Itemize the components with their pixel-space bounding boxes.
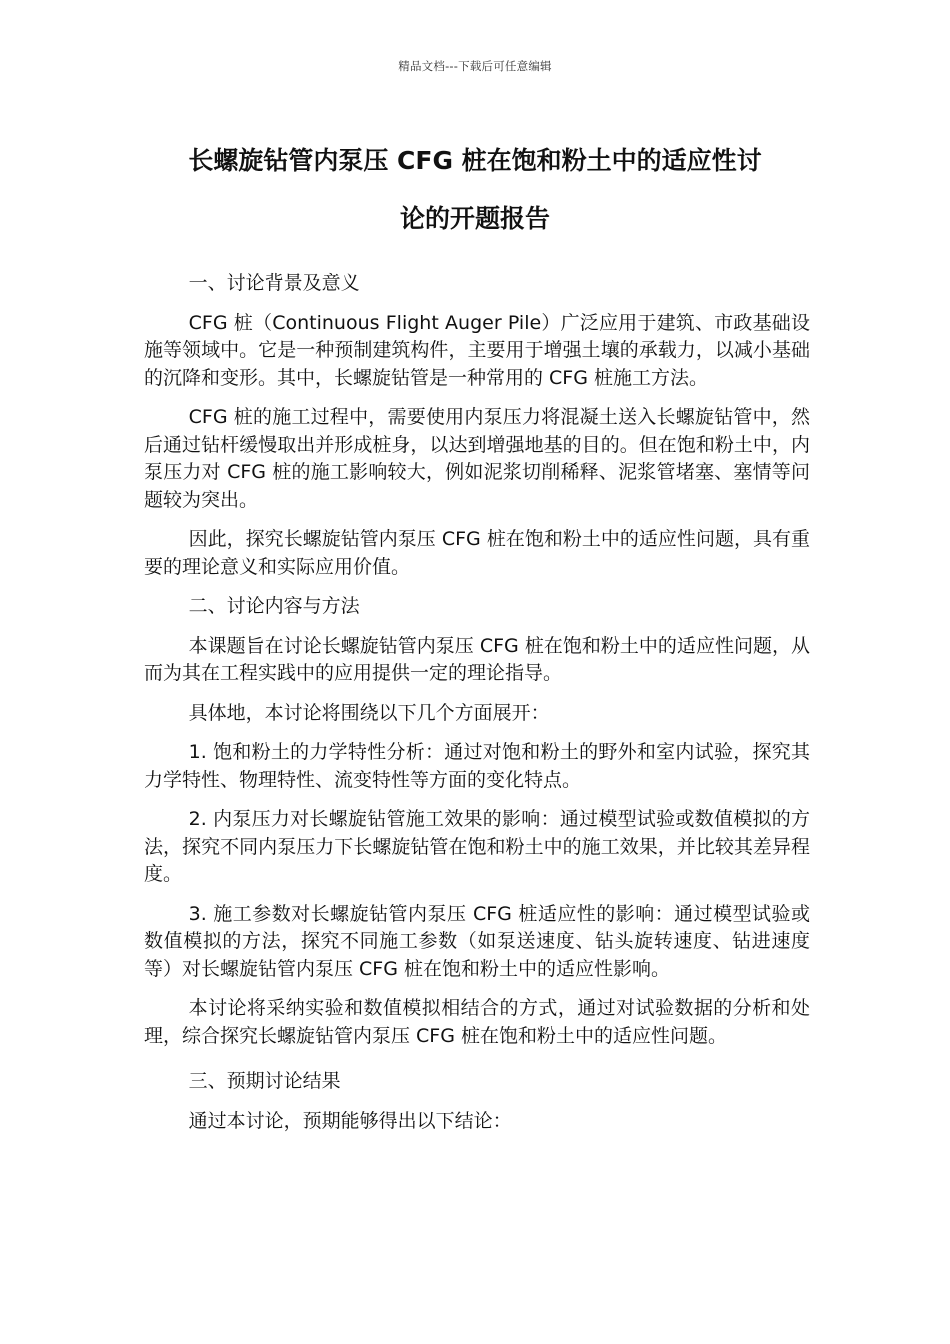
- section-heading-expected-results: 三、预期讨论结果: [188, 1070, 341, 1092]
- list-item-soil-properties: 1. 饱和粉土的力学特性分析：通过对饱和粉土的野外和室内试验，探究其力学特性、物理特性、流变特性等方面的变化特点。: [144, 741, 810, 791]
- document-title-line-1: 长螺旋钻管内泵压 CFG 桩在饱和粉土中的适应性讨: [188, 146, 762, 175]
- paragraph-significance: 因此，探究长螺旋钻管内泵压 CFG 桩在饱和粉土中的适应性问题，具有重要的理论意义和实际应用价值。: [144, 528, 810, 578]
- document-title-line-2: 论的开题报告: [399, 204, 550, 233]
- document-title: [140, 132, 810, 248]
- paragraph-aspects-intro: 具体地，本讨论将围绕以下几个方面展开：: [188, 701, 550, 724]
- paragraph-method-summary: 本讨论将采纳实验和数值模拟相结合的方式，通过对试验数据的分析和处理，综合探究长螺旋钻管内泵压 CFG 桩在饱和粉土中的适应性问题。: [144, 997, 810, 1047]
- header-note: 精品文档---下载后可任意编辑: [398, 59, 552, 73]
- list-item-construction-parameters: 3. 施工参数对长螺旋钻管内泵压 CFG 桩适应性的影响：通过模型试验或数值模拟的方法，探究不同施工参数（如泵送速度、钻头旋转速度、钻进速度等）对长螺旋钻管内泵压 CFG 桩在饱和粉土中的适应性影响。: [144, 902, 810, 980]
- paragraph-cfg-intro: CFG 桩（Continuous Flight Auger Pile）广泛应用于建筑、市政基础设施等领域中。它是一种预制建筑构件，主要用于增强土壤的承载力，以减小基础的沉降和变形。其中，长螺旋钻管是一种常用的 CFG 桩施工方法。: [144, 311, 810, 389]
- section-heading-background: 一、讨论背景及意义: [188, 272, 360, 294]
- paragraph-construction-process: CFG 桩的施工过程中，需要使用内泵压力将混凝土送入长螺旋钻管中，然后通过钻杆缓慢取出并形成桩身，以达到增强地基的目的。但在饱和粉土中，内泵压力对 CFG 桩的施工影响较大，例如泥浆切削稀释、泥浆管堵塞、塞情等问题较为突出。: [144, 406, 810, 511]
- paragraph-expected-conclusions: 通过本讨论，预期能够得出以下结论：: [188, 1109, 512, 1132]
- section-heading-content-method: 二、讨论内容与方法: [188, 595, 360, 617]
- document-body: [144, 270, 810, 1147]
- paragraph-research-aim: 本课题旨在讨论长螺旋钻管内泵压 CFG 桩在饱和粉土中的适应性问题，从而为其在工程实践中的应用提供一定的理论指导。: [144, 634, 810, 684]
- list-item-pump-pressure: 2. 内泵压力对长螺旋钻管施工效果的影响：通过模型试验或数值模拟的方法，探究不同内泵压力下长螺旋钻管在饱和粉土中的施工效果，并比较其差异程度。: [144, 808, 810, 885]
